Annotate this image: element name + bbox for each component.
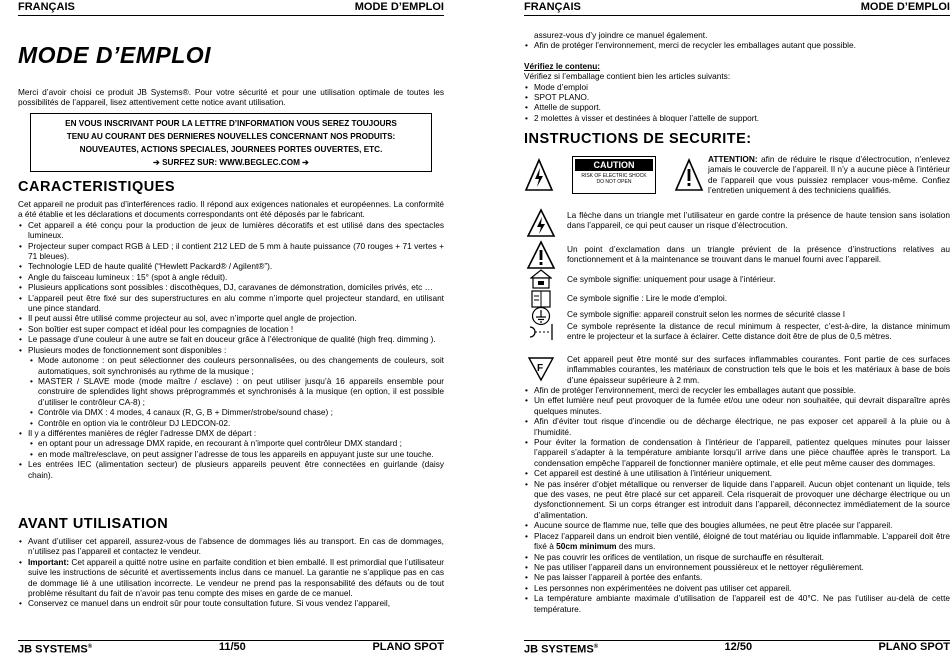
list-item: • Mode d’emploi — [524, 82, 950, 92]
list-item — [18, 428, 444, 459]
list-item: • Attelle de support. — [524, 102, 950, 112]
symbol-description: Ce symbole représente la distance de recul minimum à respecter, c’est-à-dire, la distance minimum entre le projecteur et la surface à éclairer. Cette distance doit être de plus de 0,5 mètres. — [567, 321, 950, 342]
list-item: • Ne pas couvrir les orifices de ventilation, un risque de surchauffe en résulterait. — [524, 552, 950, 562]
important-text: Cet appareil a quitté notre usine en parfaite condition et bien emballé. Il est primordial que l’utilisateur suive les instructions de sécurité et avertissements inclus dans ce manuel. La garantie ne s’applique pas en cas de dommage lié à une utilisation incorrecte. Le vendeur ne prend pas la responsabilité des défauts ou de tout problème résultant du fait de n’avoir pas tenu compte des mises en garde de ce manuel. — [28, 556, 444, 599]
important-label: Important: — [28, 556, 70, 567]
caution-label — [524, 154, 704, 196]
list-item: • MASTER / SLAVE mode (mode maître / esclave) : on peut utiliser jusqu’à 16 appareils ensemble pour construire de splendides light shows préprogrammés et synchronisés à la musique (en option, il est possible d’utiliser le contrôleur CA-8) ; — [18, 376, 444, 407]
list-item: • Plusieurs applications sont possibles : discothèques, DJ, caravanes de démonstration, domiciles privés, etc … — [18, 282, 444, 292]
list-item: • Contrôle via DMX : 4 modes, 4 canaux (R, G, B + Dimmer/strobe/sound chase) ; — [18, 407, 444, 417]
intro-paragraph: Merci d’avoir choisi ce produit JB Systems®. Pour votre sécurité et pour une utilisation optimale de toutes les possibilités de l’appareil, lisez attentivement cette notice avant utilisation. — [18, 87, 444, 108]
footer-brand — [524, 642, 598, 654]
list-item: • Angle du faisceau lumineux : 15° (spot à angle réduit). — [18, 272, 444, 282]
exclamation-triangle-icon — [526, 240, 556, 270]
list-item: • Afin d’éviter tout risque d’incendie ou de décharge électrique, ne pas exposer cet appareil à la pluie ou à l’humidité. — [524, 416, 950, 437]
list-item — [18, 345, 444, 428]
list-item: • Son boîtier est super compact et idéal pour les compagnies de location ! — [18, 324, 444, 334]
list-item: • Conservez ce manuel dans un endroit sûr pour toute consultation future. Si vous vendez l’appareil, — [18, 598, 444, 608]
right-page — [524, 0, 950, 654]
list-item: • Les personnes non expérimentées ne doivent pas utiliser cet appareil. — [524, 583, 950, 593]
contents-list — [524, 82, 950, 124]
symbol-description: Ce symbole signifie: uniquement pour usage à l’intérieur. — [567, 274, 776, 284]
list-item: • Projecteur super compact RGB à LED ; il contient 212 LED de 5 mm à haute puissance (70 rouges + 71 vertes + 71 bleues). — [18, 241, 444, 262]
recycle-list — [524, 40, 950, 50]
newsletter-line-1: EN VOUS INSCRIVANT POUR LA LETTRE D’INFORMATION VOUS SEREZ TOUJOURS — [65, 119, 397, 128]
continued-text: assurez-vous d’y joindre ce manuel également. — [534, 30, 708, 40]
list-item: • SPOT PLANO. — [524, 92, 950, 102]
flammable-surface-f-icon — [527, 354, 555, 382]
list-item: • La température ambiante maximale d’utilisation de l’appareil est de 40°C. Ne pas l’utiliser au-delà de cette température. — [524, 593, 950, 614]
list-item: • Ne pas insérer d’objet métallique ou renverser de liquide dans l’appareil. Aucun objet contenant un liquide, tels que des vases, ne peut être placé sur cet appareil. Cela risquerait de provoquer une décharge électrique ou un dysfonctionnement. Si un corps étranger est introduit dans l’appareil, déconnectez immédiatement de la source d’alimentation. — [524, 479, 950, 521]
section-heading-securite: INSTRUCTIONS DE SECURITE: — [524, 131, 752, 147]
footer-product: PLANO SPOT — [372, 641, 444, 653]
list-item: • Les entrées IEC (alimentation secteur) de plusieurs appareils peuvent être connectées en guirlande (daisy chain). — [18, 459, 444, 480]
list-item-text: Il y a différentes manières de régler l’adresse DMX de départ : — [28, 427, 257, 438]
verify-text: Vérifiez si l’emballage contient bien les articles suivants: — [524, 71, 731, 82]
caution-title: CAUTION — [575, 159, 653, 171]
page-header — [18, 2, 444, 16]
list-item: • Mode autonome : on peut sélectionner des couleurs personnalisées, ou des changements de couleurs, soit automatiques, soit synchronisés au rythme de la musique ; — [18, 355, 444, 376]
list-item: • Cet appareil a été conçu pour la production de jeux de lumières décoratifs et est utilisé dans des spectacles lumineux. — [18, 220, 444, 241]
symbol-description: Ce symbole signifie : Lire le mode d’emploi. — [567, 293, 728, 303]
list-item — [524, 531, 950, 552]
symbol-description: Ce symbole signifie: appareil construit selon les normes de sécurité classe I — [567, 309, 846, 319]
lightning-triangle-icon — [524, 158, 554, 192]
list-item: • Le passage d’une couleur à une autre se fait en douceur grâce à l’électronique de qualité (high freq. dimming ). — [18, 334, 444, 344]
header-title: MODE D’EMPLOI — [354, 1, 444, 13]
place-distance: 50cm minimum — [556, 541, 617, 552]
list-item: • Il peut aussi être utilisé comme projecteur au sol, avec n’importe quel angle de projection. — [18, 313, 444, 323]
caution-subtitle-1: RISK OF ELECTRIC SHOCK — [581, 173, 647, 179]
before-use-section — [18, 536, 444, 609]
symbol-row-distance — [524, 321, 950, 345]
list-item: • Cet appareil est destiné à une utilisation à l’intérieur uniquement. — [524, 468, 950, 478]
symbol-description: Un point d’exclamation dans un triangle prévient de la présence d’instructions relatives au fonctionnement et à la maintenance se trouvant dans le manuel fourni avec l’appareil. — [567, 244, 950, 265]
list-item: • Ne pas utiliser l’appareil dans un environnement poussiéreux et le nettoyer régulièrement. — [524, 562, 950, 572]
before-use-list — [18, 536, 444, 609]
page-footer — [524, 640, 950, 654]
list-item: • Un effet lumière neuf peut provoquer de la fumée et/ou une odeur non souhaitée, qui devrait disparaître après quelques minutes. — [524, 395, 950, 416]
left-page — [18, 0, 444, 654]
footer-reg-mark: ® — [87, 644, 93, 650]
list-item-text: Plusieurs modes de fonctionnement sont disponibles : — [28, 344, 227, 355]
newsletter-line-2: TENU AU COURANT DES DERNIERES NOUVELLES CONCERNANT NOS PRODUITS: — [66, 132, 396, 141]
header-language: FRANÇAIS — [18, 1, 75, 13]
list-item: • en mode maître/esclave, on peut assigner l’adresse de tous les appareils en appuyant juste sur une touche. — [18, 449, 444, 459]
list-item: • 2 molettes à visser et destinées à bloquer l’attelle de support. — [524, 113, 950, 123]
attention-body: afin de réduire le risque d’électrocution, n’enlevez jamais le couvercle de l’appareil. Il n’y a aucune pièce à l’intérieur de l’appareil que vous puissiez remplacer vous-même. Confiez l’entretien uniquement à des techniciens qualifiés. — [708, 154, 950, 196]
list-item: • Pour éviter la formation de condensation à l’intérieur de l’appareil, patientez quelques minutes pour laisser l’appareil s’adapter à la température ambiante lorsqu’il arrive dans une pièce chauffée après le transport. La condensation empêche l’appareil de fonctionner manière optimale, et elle peut même causer des dommages. — [524, 437, 950, 468]
continued-section — [524, 30, 950, 123]
footer-page-number: 11/50 — [218, 641, 246, 653]
safety-list-section — [524, 385, 950, 614]
list-item: • en optant pour un adressage DMX rapide, en recourant à n’importe quel contrôleur DMX standard ; — [18, 438, 444, 448]
dmx-list — [18, 438, 444, 459]
lightning-triangle-icon — [526, 208, 556, 238]
page-header — [524, 2, 950, 16]
footer-brand-text: JB SYSTEMS — [524, 643, 594, 654]
footer-brand-text: JB SYSTEMS — [18, 643, 88, 654]
list-item: • Afin de protéger l’environnement, merci de recycler les emballages autant que possible. — [524, 40, 950, 50]
list-item: • L’appareil peut être fixé sur des superstructures en alu comme n’importe quel projecteur standard, en utilisant une pince standard. — [18, 293, 444, 314]
list-item: • Technologie LED de haute qualité (“Hewlett Packard® / Agilent®”). — [18, 261, 444, 271]
attention-text — [708, 154, 950, 196]
features-intro: Cet appareil ne produit pas d’interférences radio. Il répond aux exigences nationales et européennes. La conformité a été établie et les déclarations et documents correspondants ont été déposés par le fabricant. — [18, 199, 444, 220]
footer-reg-mark: ® — [593, 644, 599, 650]
indoor-house-icon — [530, 269, 552, 289]
symbol-description: La flèche dans un triangle met l’utilisateur en garde contre la présence de haute tension sans isolation dans l’appareil, ce qui peut causer un risque d’électrocution. — [567, 210, 950, 231]
newsletter-link[interactable]: ➔ SURFEZ SUR: WWW.BEGLEC.COM ➔ — [152, 158, 310, 167]
place-text: Placez l’appareil dans un endroit bien ventilé, éloigné de tout matériau ou liquide inflammable. L’appareil doit être fixé à — [534, 530, 950, 552]
section-heading-caracteristiques: CARACTERISTIQUES — [18, 179, 176, 195]
list-item: • Afin de protéger l’environnement, merci de recycler les emballages autant que possible. — [524, 385, 950, 395]
list-item: • Aucune source de flamme nue, telle que des bougies allumées, ne peut être placée sur l’appareil. — [524, 520, 950, 530]
minimum-distance-icon — [526, 321, 556, 345]
footer-brand — [18, 642, 92, 654]
modes-list — [18, 355, 444, 428]
attention-label: ATTENTION: — [708, 154, 758, 164]
page-title: MODE D’EMPLOI — [18, 42, 212, 68]
features-section — [18, 199, 444, 480]
footer-product: PLANO SPOT — [878, 641, 950, 653]
list-item: • Contrôle en option via le contrôleur DJ LEDCON-02. — [18, 418, 444, 428]
symbol-row-flammable — [524, 354, 950, 385]
exclamation-triangle-icon — [674, 158, 704, 192]
caution-subtitle-2: DO NOT OPEN — [596, 179, 632, 185]
safety-list — [524, 385, 950, 614]
page-footer — [18, 640, 444, 654]
features-list — [18, 220, 444, 480]
caution-box — [572, 156, 656, 194]
symbol-description: Cet appareil peut être monté sur des surfaces inflammables courantes. Font partie de ces surfaces inflammables courantes, les matériaux de construction tels que le bois et les matériaux à base de bois d’une épaisseur supérieure à 2 mm. — [567, 354, 950, 385]
newsletter-box — [30, 113, 432, 172]
header-title: MODE D’EMPLOI — [860, 1, 950, 13]
symbol-row-high-voltage — [524, 208, 950, 238]
newsletter-line-3: NOUVEAUTES, ACTIONS SPECIALES, JOURNEES PORTES OUVERTES, ETC. — [79, 145, 383, 154]
header-language: FRANÇAIS — [524, 1, 581, 13]
list-item — [18, 557, 444, 599]
place-text-end: des murs. — [616, 541, 656, 552]
symbol-row-exclamation — [524, 240, 950, 270]
svg-text:F: F — [537, 363, 544, 374]
footer-page-number: 12/50 — [724, 641, 753, 653]
verify-title: Vérifiez le contenu: — [524, 60, 601, 71]
list-item: • Avant d’utiliser cet appareil, assurez-vous de l’absence de dommages liés au transport. En cas de dommages, n’utilisez pas l’appareil et contactez le vendeur. — [18, 536, 444, 557]
section-heading-avant-utilisation: AVANT UTILISATION — [18, 516, 169, 532]
symbol-row-indoor — [524, 269, 950, 289]
list-item: • Ne pas laisser l’appareil à portée des enfants. — [524, 572, 950, 582]
